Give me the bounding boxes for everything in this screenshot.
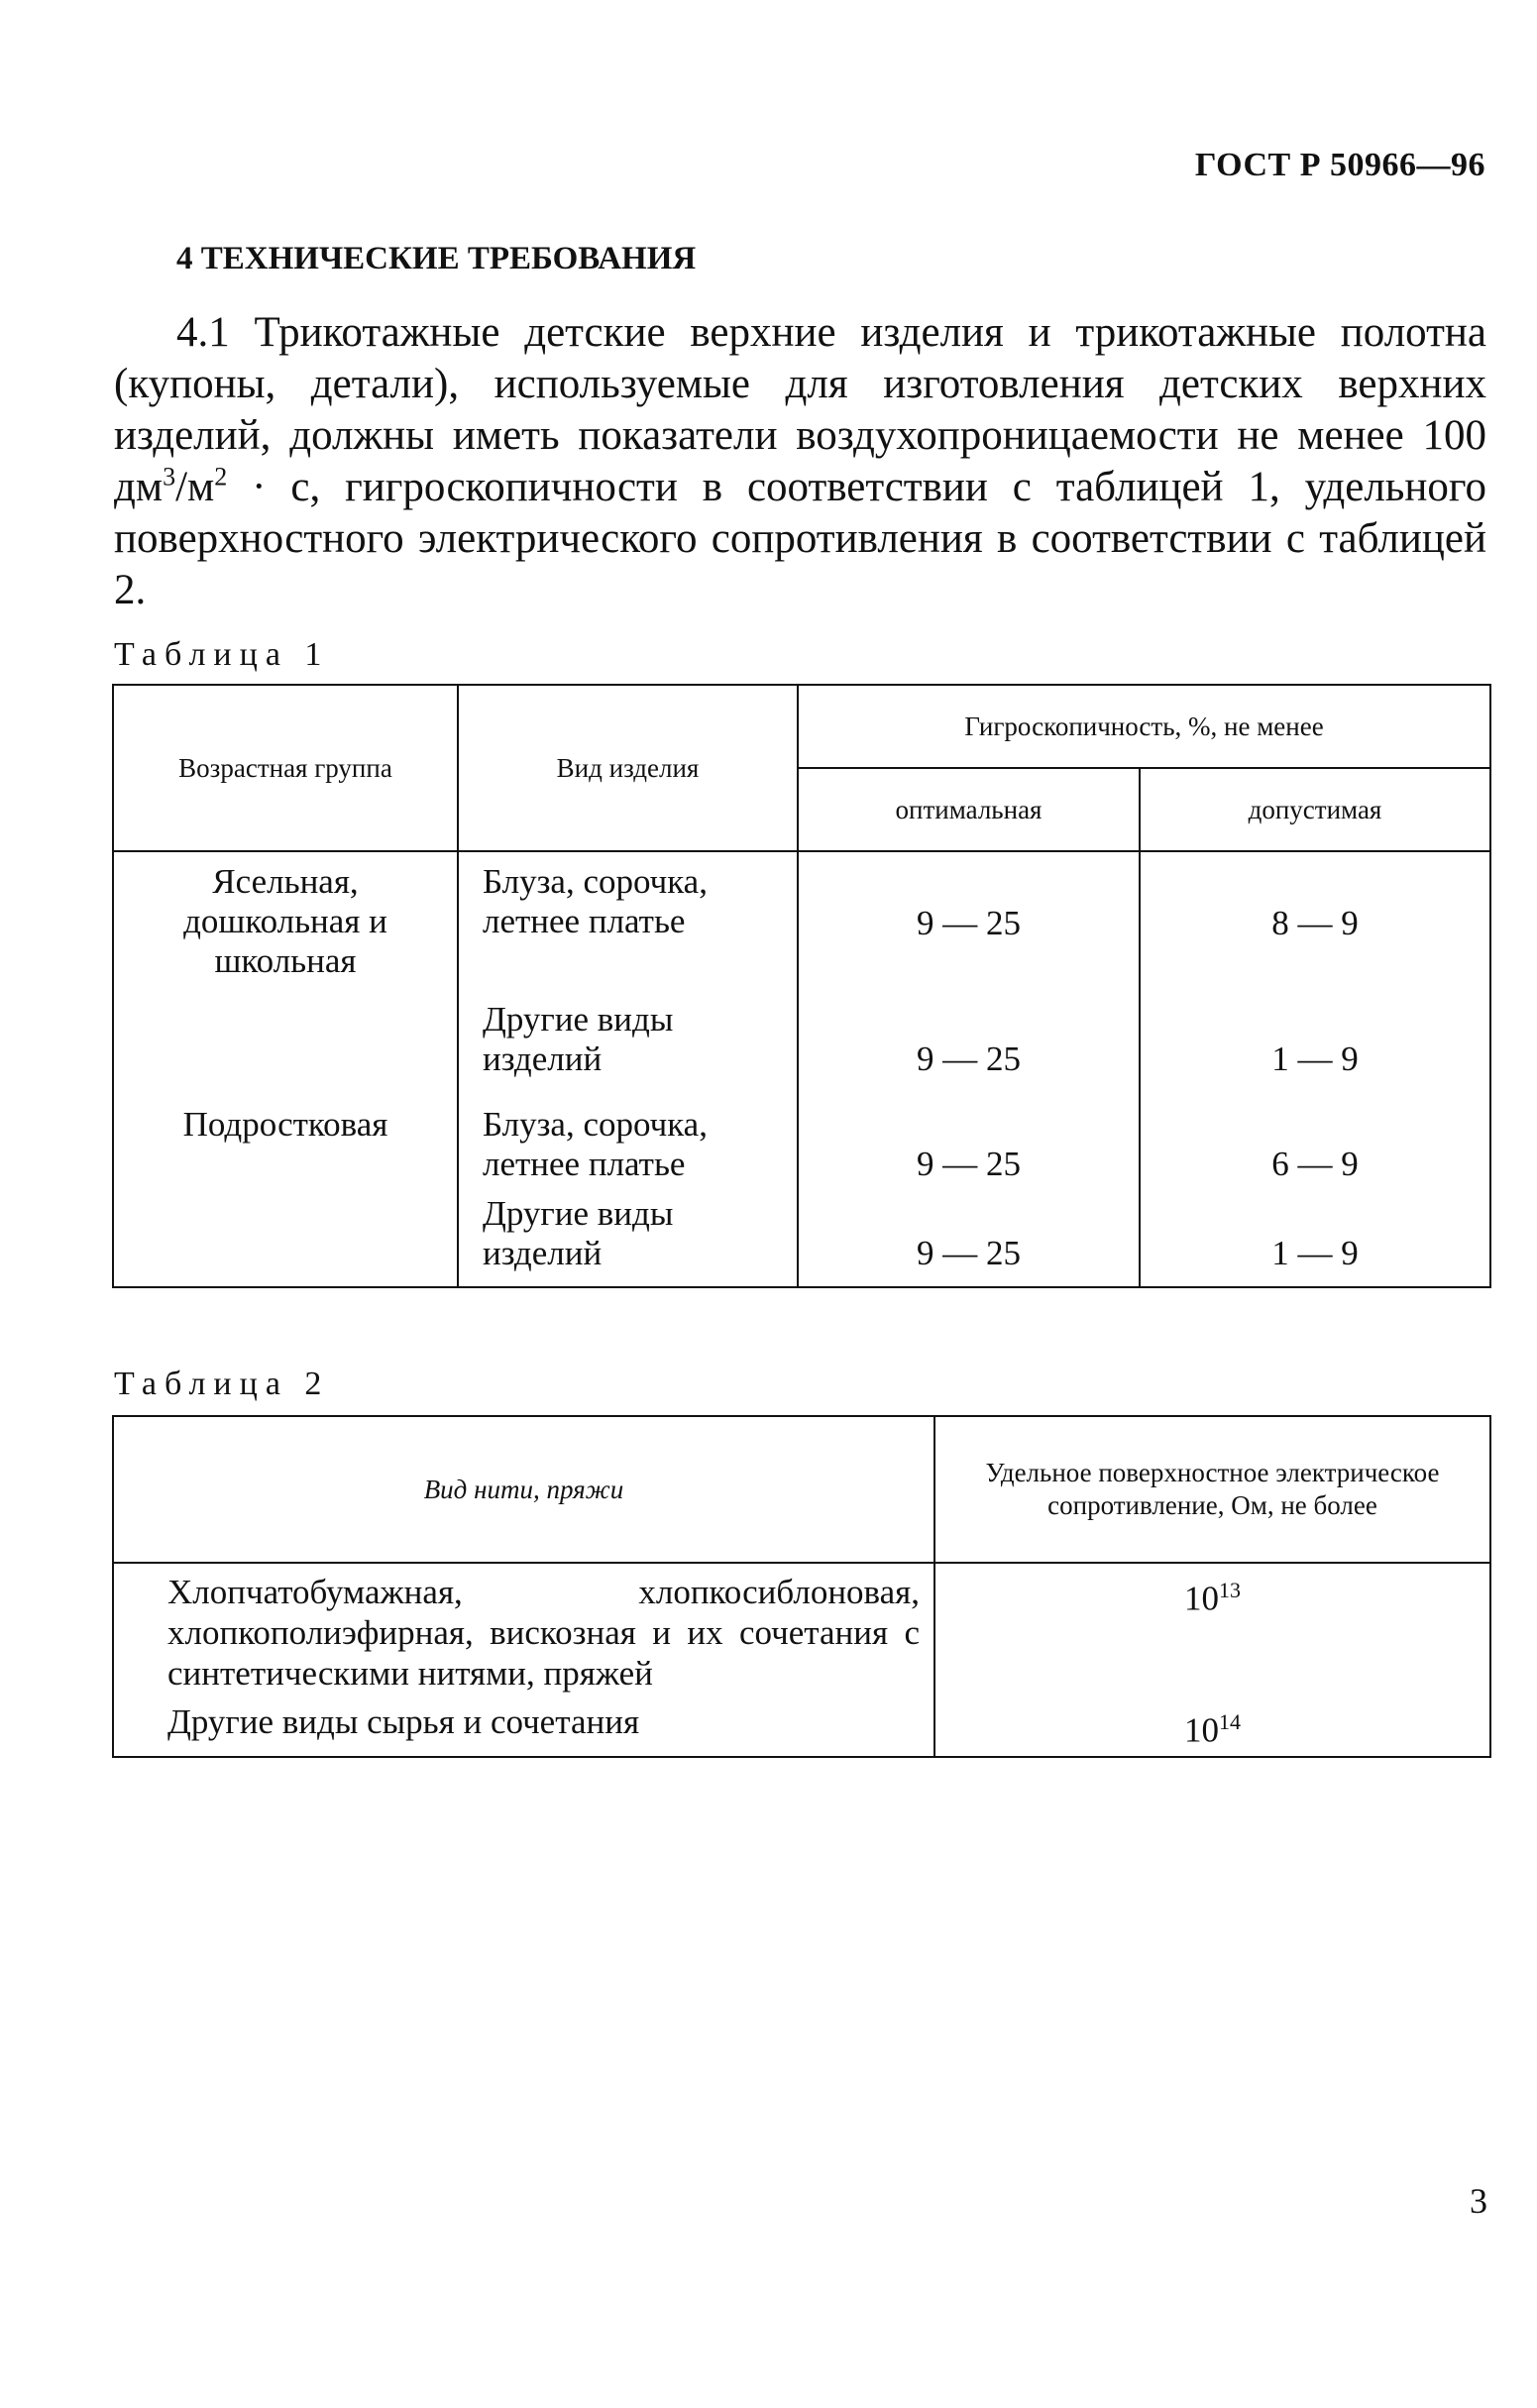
table-cell-yarn: Хлопчатобумажная, хлопкосиблоновая, хлопкополиэфирная, вискозная и их сочетания с синтетическими нитями, пряжей bbox=[113, 1563, 934, 1699]
table-cell-age bbox=[113, 1000, 458, 1095]
header-yarn-type: Вид нити, пряжи bbox=[113, 1416, 934, 1563]
table-cell-kind: Другие виды изделий bbox=[458, 1192, 798, 1287]
table-cell-kind: Блуза, сорочка, летнее платье bbox=[458, 851, 798, 1000]
header-product-type: Вид изделия bbox=[458, 685, 798, 851]
table-cell-kind: Другие виды изделий bbox=[458, 1000, 798, 1095]
paragraph-mid: /м bbox=[175, 464, 215, 510]
resistance-table bbox=[112, 1415, 1491, 1758]
table-cell-optimal: 9 — 25 bbox=[798, 851, 1140, 1000]
section-title: 4 ТЕХНИЧЕСКИЕ ТРЕБОВАНИЯ bbox=[176, 241, 697, 276]
header-age-group: Возрастная группа bbox=[113, 685, 458, 851]
table-cell-allowed: 6 — 9 bbox=[1140, 1095, 1490, 1192]
page-number: 3 bbox=[1470, 2181, 1487, 2221]
header-allowed: допустимая bbox=[1140, 768, 1490, 851]
table-cell-optimal: 9 — 25 bbox=[798, 1095, 1140, 1192]
table1-caption: Таблица 1 bbox=[114, 636, 330, 673]
table-cell-yarn: Другие виды сырья и сочетания bbox=[113, 1699, 934, 1757]
resistance-exponent: 13 bbox=[1219, 1578, 1241, 1602]
table-cell-allowed: 1 — 9 bbox=[1140, 1000, 1490, 1095]
hygroscopicity-table bbox=[112, 684, 1491, 1288]
table-cell-age bbox=[113, 1192, 458, 1287]
table-cell-optimal: 9 — 25 bbox=[798, 1192, 1140, 1287]
paragraph-tail: · с, гигроскопичности в соответствии с таблицей 1, удельного поверхностного электрического сопротивления в соответствии с таблицей 2. bbox=[114, 464, 1486, 613]
table2-caption: Таблица 2 bbox=[114, 1366, 330, 1402]
table-cell-allowed: 1 — 9 bbox=[1140, 1192, 1490, 1287]
paragraph-lead: 4.1 Трикотажные детские верхние изделия и трикотажные полотна (купоны, детали), используемые для изготовления детских верхних изделий, должны иметь показатели воздухопроницаемости не менее 100 дм bbox=[114, 309, 1486, 510]
table-cell-age: Ясельная, дошкольная и школьная bbox=[113, 851, 458, 1000]
table-cell-age: Подростковая bbox=[113, 1095, 458, 1192]
resistance-base: 10 bbox=[1184, 1579, 1219, 1618]
table-cell-optimal: 9 — 25 bbox=[798, 1000, 1140, 1095]
table-cell-resistance bbox=[934, 1699, 1490, 1757]
table-cell-allowed: 8 — 9 bbox=[1140, 851, 1490, 1000]
header-optimal: оптимальная bbox=[798, 768, 1140, 851]
requirements-paragraph bbox=[114, 307, 1486, 616]
table-cell-resistance bbox=[934, 1563, 1490, 1699]
paragraph-sup-2: 2 bbox=[214, 462, 228, 492]
table-cell-kind: Блуза, сорочка, летнее платье bbox=[458, 1095, 798, 1192]
resistance-exponent: 14 bbox=[1219, 1709, 1241, 1734]
paragraph-sup-1: 3 bbox=[163, 462, 176, 492]
header-resistance: Удельное поверхностное электрическое сопротивление, Ом, не более bbox=[934, 1416, 1490, 1563]
header-hygroscopicity: Гигроскопичность, %, не менее bbox=[798, 685, 1490, 768]
resistance-base: 10 bbox=[1184, 1710, 1219, 1750]
standard-code: ГОСТ Р 50966—96 bbox=[1194, 147, 1485, 183]
